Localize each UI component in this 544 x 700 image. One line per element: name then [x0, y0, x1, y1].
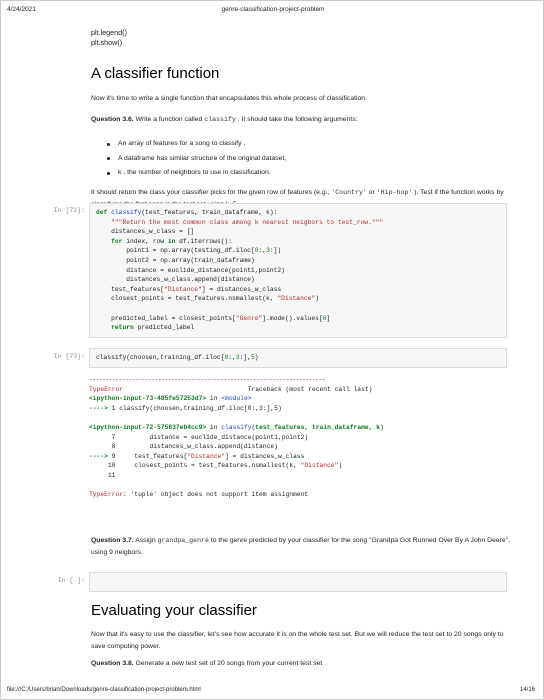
question-text: to the genre predicted by your classifier for the song "Grandpa Got Runned Over By A John Deere", using 9 neigbors.	[91, 537, 510, 556]
question-text: . It should take the following arguments:	[235, 116, 358, 123]
question-label: Question 3.6.	[91, 116, 134, 123]
error-name: TypeError	[89, 385, 124, 393]
cell-prompt: In [ ]:	[57, 577, 85, 584]
cell-prompt: In [73]:	[53, 353, 85, 360]
code-cell-72[interactable]	[89, 203, 507, 338]
section-heading-classifier-function: A classifier function	[91, 65, 220, 82]
error-traceback: ------------------------------------------------------------------------ TypeError Traceback (most recent call last) <ipython-input-73-485fe57253d7> in <module> ----> 1 classify(choosen,training_df.iloc[0:,3:],5) <ipython-input-72-575837eb4cc9> in classify(test_features, train_dataframe, k) 7 distance = euclide_distance(point1,point2) 8 distances_w_class.append(distance) ----> 9 test_features["Distance"] = distances_w_class 10 closest_points = test_features.nsmallest(k, "Distance") 11 TypeError: 'tuple' object does not support item assignment	[89, 376, 384, 499]
bullet-icon	[107, 143, 110, 146]
list-item	[107, 166, 286, 181]
list-item-text: A dataframe has similar structure of the original dataset,	[118, 154, 287, 162]
question-text: Assign	[133, 537, 158, 544]
print-date: 4/24/2021	[7, 6, 36, 13]
question-3-6	[91, 114, 511, 126]
print-title: genre-classification-project-problem	[221, 6, 325, 13]
bullet-icon	[107, 157, 110, 160]
list-item-text: An array of features for a song to classify ,	[118, 140, 246, 147]
code-line: plt.legend()	[91, 28, 127, 37]
list-item	[107, 152, 286, 167]
paragraph-text: ). Test if the function works by	[414, 189, 504, 196]
question-label: Question 3.7.	[91, 537, 134, 544]
question-3-7	[91, 535, 511, 558]
question-label: Question 3.8.	[91, 660, 134, 667]
code-line: plt.show()	[91, 38, 123, 47]
cell-source[interactable]: classify(choosen,training_df.iloc[0:,3:],5)	[96, 354, 259, 361]
list-item-text: k , the number of neighbors to use in classification.	[118, 169, 271, 176]
argument-list	[107, 137, 286, 181]
code-cell-73[interactable]	[89, 348, 507, 368]
question-text: Write a function called	[133, 116, 205, 123]
question-text: Generate a new test set of 20 songs from your current test set	[133, 660, 323, 667]
traceback-label: Traceback (most recent call last)	[247, 385, 373, 393]
error-message: : 'tuple' object does not support item assignment	[123, 491, 309, 499]
cell-source[interactable]: def classify(test_features, train_dataframe, k): """Return the most common class among k nearest neigbors to test_row.""" distances_w_class = [] for index, row in df.iterrows(): point1 = np.array(testing_df.iloc[0:,3:]) point2 = np.array(train_dataframe) distance = euclide_distance(point1,point2) distances_w_class.append(distance) test_features["Distance"] = distances_w_class closest_points = test_features.nsmallest(k, "Distance") predicted_label = closest_points["Genre"].mode().values[0] return predicted_label	[96, 209, 384, 332]
print-page-number: 14/16	[519, 687, 535, 693]
intro-text: Now it's time to write a single function that encapsulates this whole process of classification.	[91, 95, 367, 102]
paragraph-text: It should return the class your classifier picks for the given row of features (e.g.,	[91, 189, 332, 196]
empty-code-cell[interactable]	[89, 572, 507, 592]
list-item	[107, 137, 286, 152]
question-3-8	[91, 658, 511, 670]
inline-code: 'Hip-hop'	[376, 189, 413, 196]
error-message-label: TypeError	[89, 491, 124, 499]
code-output-top	[91, 28, 127, 48]
evaluation-intro: Now that it's easy to use the classifier, let's see how accurate it is on the whole test set. But we will reduce the test set to 20 songs only to save computing power.	[91, 631, 504, 650]
paragraph-text: or	[366, 189, 375, 196]
inline-code: grandpa_genre	[157, 537, 209, 544]
bullet-icon	[107, 172, 110, 175]
print-file-path: file:///C:/Users/brian/Downloads/genre-classification-project-problem.html	[7, 687, 201, 693]
inline-code: 'Country'	[331, 189, 367, 196]
section-heading-evaluating: Evaluating your classifier	[91, 602, 257, 619]
inline-code: classify	[204, 116, 236, 123]
cell-prompt: In [72]:	[53, 207, 85, 214]
